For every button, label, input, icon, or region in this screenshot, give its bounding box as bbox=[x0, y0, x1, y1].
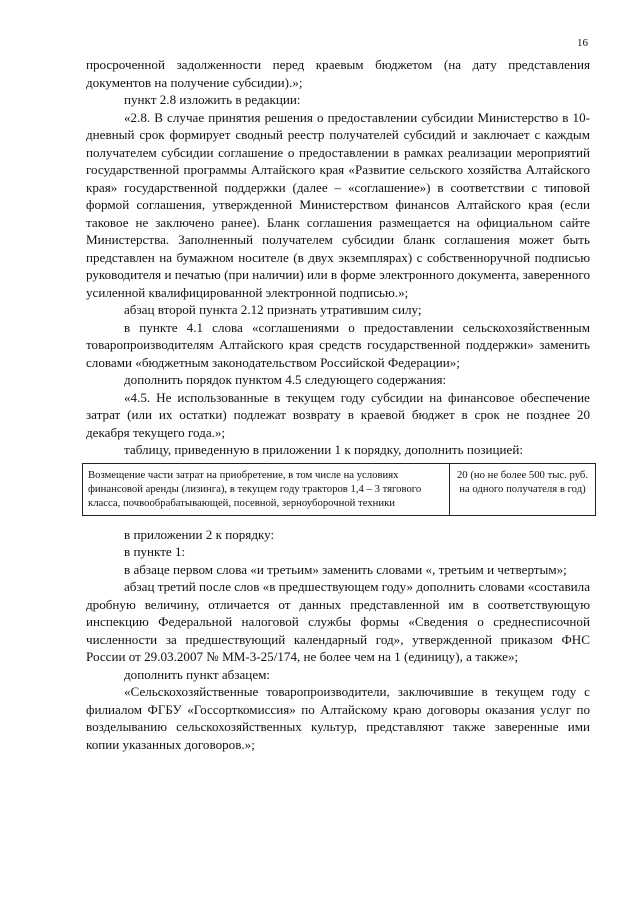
paragraph: абзац третий после слов «в предшествующем году» дополнить словами «составила дробную величину, отличается от данных представленной им в соответствующую инспекцию Федеральной налоговой службы формы «Сведения о среднесписочной численности за предшествующий календарный год», утвержденной приказом ФНС России от 29.03.2007 № ММ-3-25/174, не более чем на 1 (единицу), а также»; bbox=[86, 579, 591, 664]
paragraph: пункт 2.8 изложить в редакции: bbox=[124, 92, 301, 107]
paragraph: в приложении 2 к порядку: bbox=[124, 526, 275, 542]
page-number: 16 bbox=[577, 37, 588, 49]
paragraph: просроченной задолженности перед краевым бюджетом (на дату представления документов на получение субсидии).»; bbox=[86, 57, 590, 90]
table-cell-rate: 20 (но не более 500 тыс. руб. на одного получателя в год) bbox=[450, 463, 596, 515]
table-row bbox=[83, 463, 596, 515]
document-body bbox=[86, 56, 590, 753]
appendix-table-row bbox=[82, 463, 596, 516]
paragraph: в пункте 4.1 слова «соглашениями о предоставлении сельскохозяйственным товаропроизводителям Алтайского края средств государственной поддержки» заменить словами «бюджетным законодательством Российской Федерации»; bbox=[86, 319, 590, 370]
paragraph: дополнить порядок пунктом 4.5 следующего содержания: bbox=[124, 372, 447, 387]
paragraph: в пункте 1: bbox=[124, 544, 186, 559]
table-cell-description: Возмещение части затрат на приобретение, в том числе на условиях финансовой аренды (лизинга), в текущем году тракторов 1,4 – 3 тягового класса, почвообрабатывающей, посевной, зерноуборочной техники bbox=[83, 463, 450, 515]
paragraph: «2.8. В случае принятия решения о предоставлении субсидии Министерство в 10-дневный срок формирует сводный реестр получателей субсидий и заключает с каждым получателем субсидии соглашение о предоставлении в рамках реализации мероприятий государственной программы Алтайского края «Развитие сельского хозяйства Алтайского края» государственной поддержки (далее – «соглашение») в соответствии с типовой формой соглашения, утвержденной Министерством финансов Алтайского края (если таковое не заключено ранее). Бланк соглашения размещается на официальном сайте Министерства. Заполненный получателем субсидии бланк соглашения может быть представлен на бумажном носителе (в двух экземплярах) с собственноручной подписью руководителя и печатью (при наличии) или в форме электронного документа, заверенного усиленной квалифицированной электронной подписью.»; bbox=[86, 109, 590, 300]
paragraph: в абзаце первом слова «и третьим» заменить словами «, третьим и четвертым»; bbox=[124, 561, 567, 577]
paragraph: таблицу, приведенную в приложении 1 к порядку, дополнить позицией: bbox=[124, 442, 524, 457]
paragraph: «4.5. Не использованные в текущем году субсидии на финансовое обеспечение затрат (или их остатки) подлежат возврату в краевой бюджет в срок не позднее 20 декабря текущего года.»; bbox=[86, 389, 590, 440]
paragraph: абзац второй пункта 2.12 признать утратившим силу; bbox=[124, 302, 422, 317]
paragraph: дополнить пункт абзацем: bbox=[124, 666, 271, 682]
paragraph: «Сельскохозяйственные товаропроизводители, заключившие в текущем году с филиалом ФГБУ «Госсорткомиссия» по Алтайскому краю договоры оказания услуг по возделыванию сельскохозяйственных культур, представляют также заверенные ими копии указанных договоров.»; bbox=[86, 684, 590, 752]
paragraphs-after-table bbox=[86, 526, 590, 754]
